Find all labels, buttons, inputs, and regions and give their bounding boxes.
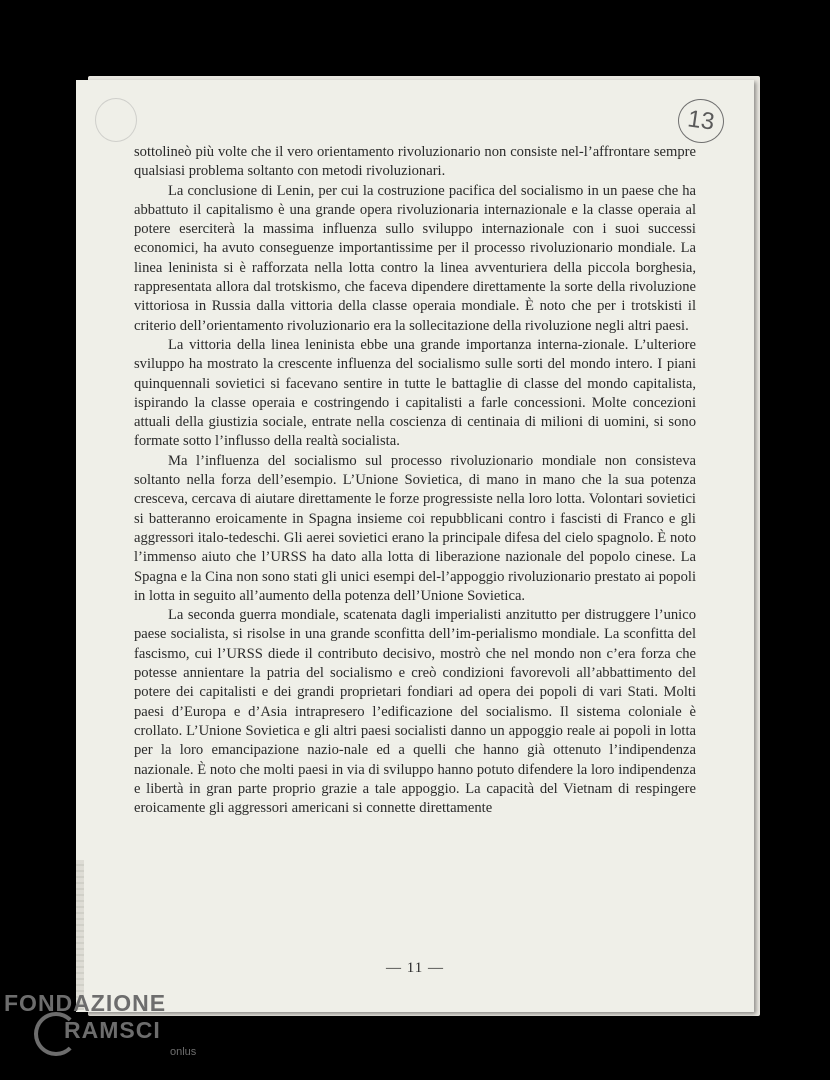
paragraph-4: Ma l’influenza del socialismo sul processo rivoluzionario mondiale non consisteva soltanto nella forza dell’esempio. L’Unione Sovietica, di mano in mano che la sua potenza cresceva, cercava di aiutare direttamente le forze progressiste nella loro lotta. Volontari sovietici si batteranno eroicamente in Spagna insieme coi repubblicani contro i fascisti di Franco e gli aggressori italo-tedeschi. Gli aerei sovietici erano la principale difesa del cielo spagnolo. È noto l’immenso aiuto che l’URSS ha dato alla lotta di liberazione nazionale del popolo cinese. La Spagna e la Cina non sono stati gli unici esempi del-l’appoggio rivoluzionario prestato ai popoli in lotta in seguito all’aumento della potenza dell’Unione Sovietica. bbox=[134, 452, 696, 604]
paragraph-5: La seconda guerra mondiale, scatenata dagli imperialisti anzitutto per distruggere l’unico paese socialista, si risolse in una grande sconfitta dell’im-perialismo mondiale. La sconfitta del fascismo, cui l’URSS diede il contributo decisivo, mostrò che nel mondo non c’era forza che potesse annientare la patria del socialismo e creò condizioni favorevoli all’abbattimento del potere dei capitalisti e dei grandi proprietari fondiari ad opera dei popoli di vari Stati. Molti paesi d’Europa e d’Asia intrapresero l’edificazione del socialismo. Il sistema coloniale è crollato. L’Unione Sovietica e gli altri paesi socialisti danno un appoggio reale ai popoli in lotta per la loro emancipazione nazio-nale ed a quelli che hanno già ottenuto l’indipendenza nazionale. È noto che molti paesi in via di sviluppo hanno potuto difendere la loro indipendenza e libertà in gran parte proprio grazie a tale appoggio. La capacità del Vietnam di respingere eroicamente gli aggressori americani si connette direttamente bbox=[134, 607, 696, 817]
watermark-line-3: onlus bbox=[170, 1046, 197, 1058]
page-folio: — 11 — bbox=[386, 960, 444, 976]
paragraph-1: sottolineò più volte che il vero orientamento rivoluzionario non consiste nel-l’affrontare sempre qualsiasi problema soltanto con metodi rivoluzionari. bbox=[134, 144, 696, 180]
watermark-line-2: RAMSCI bbox=[64, 1017, 161, 1043]
fondazione-gramsci-watermark bbox=[4, 990, 214, 1080]
paragraph-3: La vittoria della linea leninista ebbe una grande importanza interna-zionale. L’ulteriore sviluppo ha mostrato la crescente influenza del socialismo sulle sorti del mondo intero. I piani quinquennali sovietici si facevano sentire in tutte le battaglie di classe del mondo capitalista, ispirando la classe operaia e costringendo i capitalisti a farle concessioni. Molte concezioni attuali della giustizia sociale, entrate nella coscienza di centinaia di milioni di uomini, si sono formate sotto l’influsso della realtà socialista. bbox=[134, 336, 696, 450]
body-text bbox=[134, 143, 696, 818]
handwritten-page-number: 13 bbox=[675, 96, 727, 146]
paragraph-2: La conclusione di Lenin, per cui la costruzione pacifica del socialismo in un paese che ha abbattuto il capitalismo è una grande opera rivoluzionaria internazionale e la classe operaia al potere eserciterà la massima influenza sullo sviluppo internazionale con i suoi successi economici, ha avuto conseguenze importantissime per il processo rivoluzionario mondiale. La linea leninista si è rafforzata nella lotta contro la linea avventuriera della piccola borghesia, rappresentata allora dal trotskismo, che faceva dipendere direttamente la sorte della rivoluzione vittoriosa in Russia dalla vittoria della classe operaia mondiale. È noto che per i trotskisti il criterio dell’orientamento rivoluzionario era la sollecitazione della rivoluzione negli altri paesi. bbox=[134, 182, 696, 334]
faded-stamp bbox=[95, 98, 137, 142]
page-edge bbox=[76, 860, 84, 1010]
watermark-line-1: FONDAZIONE bbox=[4, 990, 167, 1016]
